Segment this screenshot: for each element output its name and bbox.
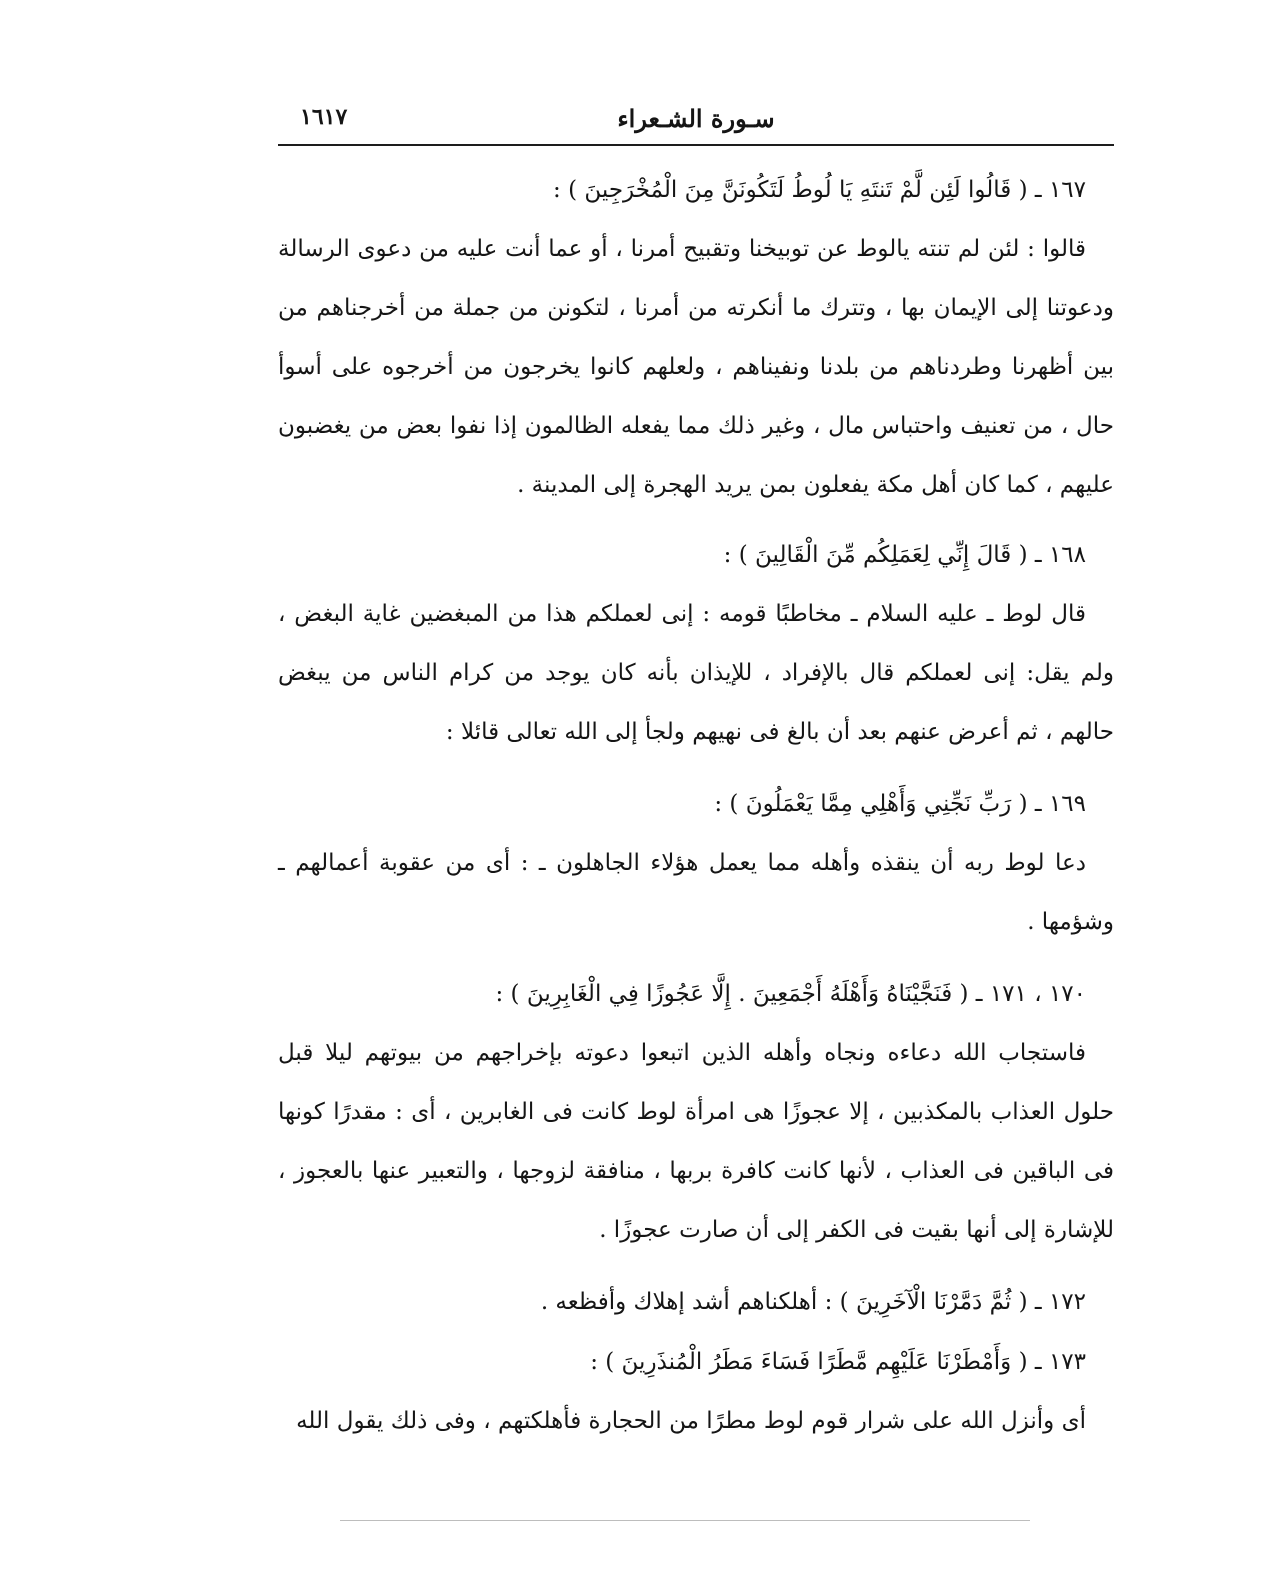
verse-heading-170-171: ١٧٠ ، ١٧١ ـ ( فَنَجَّيْنَاهُ وَأَهْلَهُ أَجْمَعِينَ . إِلَّا عَجُوزًا فِي الْغَابِرِينَ ) : [495, 981, 1086, 1007]
header-divider [278, 144, 1114, 146]
verse-heading-168: ١٦٨ ـ ( قَالَ إِنِّي لِعَمَلِكُم مِّنَ الْقَالِينَ ) : [723, 542, 1086, 568]
surah-title: سـورة الشـعراء [617, 104, 775, 133]
verse-heading-172: ١٧٢ ـ ( ثُمَّ دَمَّرْنَا الْآخَرِينَ ) : أهلكناهم أشد إهلاك وأفظعه . [540, 1289, 1086, 1315]
page-body [278, 160, 1114, 1451]
verse-heading-167: ١٦٧ ـ ( قَالُوا لَئِن لَّمْ تَنتَهِ يَا لُوطُ لَتَكُونَنَّ مِنَ الْمُخْرَجِينَ ) : [553, 177, 1086, 203]
verse-heading-169: ١٦٩ ـ ( رَبِّ نَجِّنِي وَأَهْلِي مِمَّا يَعْمَلُونَ ) : [714, 791, 1086, 817]
page-header [278, 96, 1114, 146]
commentary-paragraph-170-171: فاستجاب الله دعاءه ونجاه وأهله الذين اتبعوا دعوته بإخراجهم من بيوتهم ليلا قبل حلول العذاب بالمكذبين ، إلا عجوزًا هى امرأة لوط كانت فى الغابرين ، أى : مقدرًا كونها فى الباقين فى العذاب ، لأنها كانت كافرة بربها ، منافقة لزوجها ، والتعبير عنها بالعجوز ، للإشارة إلى أنها بقيت فى الكفر إلى أن صارت عجوزًا . [278, 1040, 1114, 1243]
page-number: ١٦١٧ [300, 104, 348, 130]
verse-heading-173: ١٧٣ ـ ( وَأَمْطَرْنَا عَلَيْهِم مَّطَرًا فَسَاءَ مَطَرُ الْمُنذَرِينَ ) : [590, 1349, 1086, 1375]
commentary-paragraph-169: دعا لوط ربه أن ينقذه وأهله مما يعمل هؤلاء الجاهلون ـ : أى من عقوبة أعمالهم ـ وشؤمها . [278, 850, 1114, 935]
commentary-paragraph-168: قال لوط ـ عليه السلام ـ مخاطبًا قومه : إنى لعملكم هذا من المبغضين غاية البغض ، ولم يقل: إنى لعملكم قال بالإفراد ، للإيذان بأنه كان يوجد من كرام الناس من يبغض حالهم ، ثم أعرض عنهم بعد أن بالغ فى نهيهم ولجأ إلى الله تعالى قائلا : [278, 601, 1114, 745]
commentary-paragraph-167: قالوا : لئن لم تنته يالوط عن توبيخنا وتقبيح أمرنا ، أو عما أنت عليه من دعوى الرسالة ودعوتنا إلى الإيمان بها ، وتترك ما أنكرته من أمرنا ، لتكونن من جملة من أخرجناهم من بين أظهرنا وطردناهم من بلدنا ونفيناهم ، ولعلهم كانوا يخرجون من أخرجوه على أسوأ حال ، من تعنيف واحتباس مال ، وغير ذلك مما يفعله الظالمون إذا نفوا بعض من يغضبون عليهم ، كما كان أهل مكة يفعلون بمن يريد الهجرة إلى المدينة . [278, 236, 1114, 498]
footer-divider [340, 1520, 1030, 1521]
commentary-paragraph-173: أى وأنزل الله على شرار قوم لوط مطرًا من الحجارة فأهلكتهم ، وفى ذلك يقول الله [296, 1408, 1086, 1434]
